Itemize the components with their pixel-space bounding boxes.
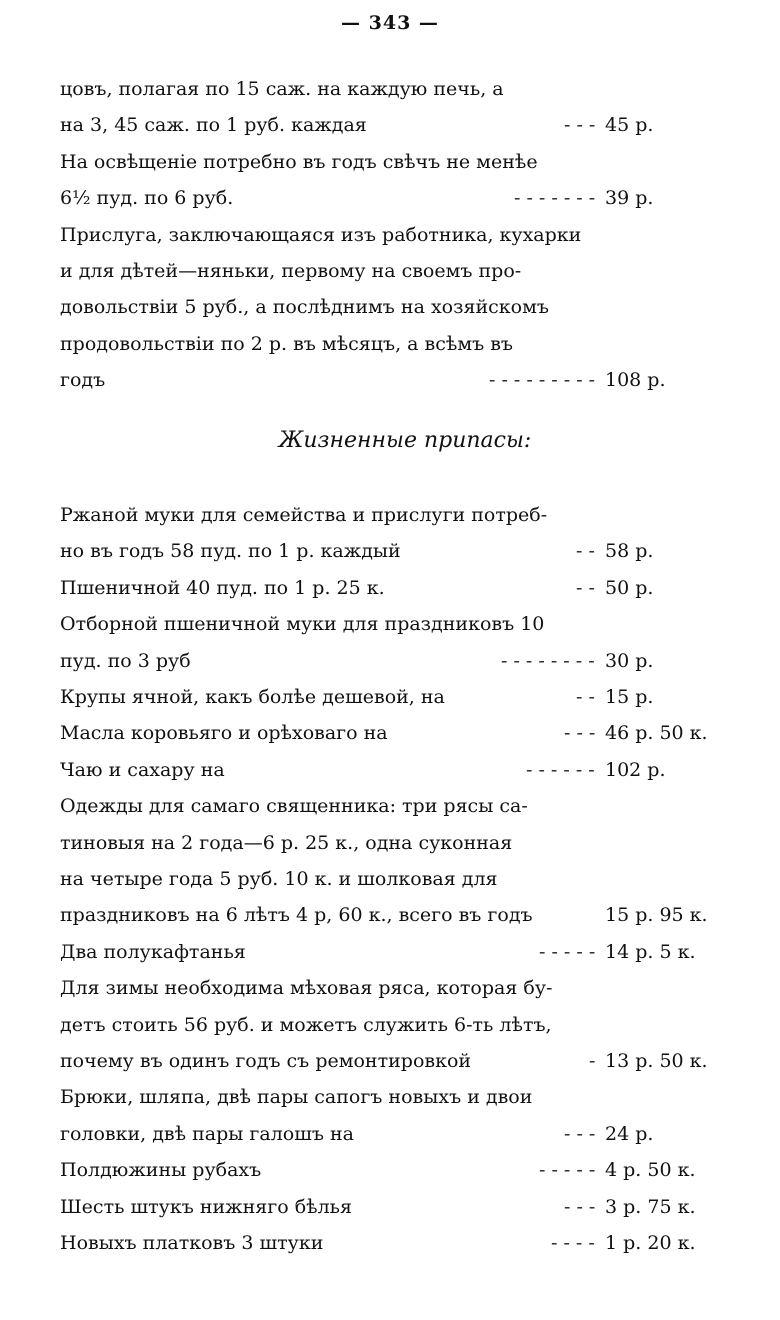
line-text: На освѣщеніе потребно въ годъ свѣчъ не менѣе — [60, 150, 538, 173]
dot-leader: - - - — [564, 114, 596, 137]
amount: 45 р. — [605, 114, 654, 137]
line-text: Брюки, шляпа, двѣ пары сапогъ новыхъ и двои — [60, 1086, 533, 1109]
section-heading: Жизненные припасы: — [278, 428, 532, 453]
line-text: Ржаной муки для семейства и прислуги потреб- — [60, 504, 548, 526]
dot-leader: - - — [576, 686, 595, 708]
line-text: почему въ одинъ годъ съ ремонтировкой — [60, 1050, 472, 1072]
line-text: головки, двѣ пары галошъ на — [60, 1122, 354, 1145]
line-text: годъ — [60, 369, 106, 392]
line-text: 6½ пуд. по 6 руб. — [60, 187, 234, 210]
line-text: праздниковъ на 6 лѣтъ 4 р, 60 к., всего въ годъ — [60, 904, 533, 927]
dot-leader: - - - - - — [539, 940, 596, 963]
line-text: Для зимы необходима мѣховая ряса, которая бу- — [60, 977, 553, 1000]
line-text: тиновыя на 2 года—6 р. 25 к., одна суконная — [60, 831, 513, 854]
dot-leader: - - - - - - - - - — [489, 369, 596, 392]
line-text: Шесть штукъ нижняго бѣлья — [60, 1195, 353, 1218]
line-text: Крупы ячной, какъ болѣе дешевой, на — [60, 686, 445, 708]
dot-leader: - - — [576, 540, 595, 563]
amount: 14 р. 5 к. — [605, 940, 696, 963]
line-text: Два полукафтанья — [60, 940, 246, 963]
dot-leader: - - — [576, 576, 595, 599]
line-text: Одежды для самаго священника: три рясы са- — [60, 795, 528, 818]
line-text: Полдюжины рубахъ — [60, 1159, 262, 1182]
dot-leader: - - - — [564, 1195, 596, 1218]
line-text: Чаю и сахару на — [60, 758, 225, 781]
line-text: на четыре года 5 руб. 10 к. и шолковая для — [60, 868, 498, 890]
line-text: Пшеничной 40 пуд. по 1 р. 25 к. — [60, 576, 385, 599]
dot-leader: - - - — [564, 1122, 596, 1145]
dot-leader: - — [589, 1050, 596, 1072]
dot-leader: - - - - - - - - — [501, 649, 595, 672]
dot-leader: - - - - - - — [526, 758, 595, 781]
line-text: цовъ, полагая по 15 саж. на каждую печь, а — [60, 78, 504, 100]
line-text: Прислуга, заключающаяся изъ работника, кухарки — [60, 223, 582, 246]
line-text: детъ стоить 56 руб. и можетъ служить 6-ть лѣтъ, — [60, 1013, 552, 1036]
amount: 108 р. — [605, 369, 666, 392]
amount: 102 р. — [605, 758, 666, 781]
amount: 15 р. 95 к. — [605, 904, 708, 927]
line-text: Масла коровьяго и орѣховаго на — [60, 722, 388, 745]
amount: 46 р. 50 к. — [605, 722, 708, 745]
dot-leader: - - - - - — [539, 1159, 596, 1182]
amount: 50 р. — [605, 576, 654, 599]
amount: 3 р. 75 к. — [605, 1195, 696, 1218]
amount: 24 р. — [605, 1122, 654, 1145]
line-text: продовольствіи по 2 р. въ мѣсяцъ, а всѣмъ въ — [60, 332, 514, 355]
amount: 30 р. — [605, 649, 654, 672]
amount: 13 р. 50 к. — [605, 1050, 708, 1072]
line-text: довольствіи 5 руб., а послѣднимъ на хозяйскомъ — [60, 296, 549, 319]
dot-leader: - - - — [564, 722, 596, 745]
line-text: но въ годъ 58 пуд. по 1 р. каждый — [60, 540, 401, 563]
page-number: — 343 — — [341, 12, 439, 34]
dot-leader: - - - - — [551, 1232, 595, 1254]
line-text: и для дѣтей—няньки, первому на своемъ про- — [60, 260, 522, 282]
line-text: Новыхъ платковъ 3 штуки — [60, 1232, 324, 1254]
dot-leader: - - - - - - - — [514, 187, 596, 210]
amount: 39 р. — [605, 187, 654, 210]
line-text: на 3, 45 саж. по 1 руб. каждая — [60, 114, 367, 137]
amount: 1 р. 20 к. — [605, 1232, 696, 1254]
amount: 4 р. 50 к. — [605, 1159, 696, 1182]
line-text: Отборной пшеничной муки для праздниковъ 10 — [60, 613, 545, 636]
amount: 58 р. — [605, 540, 654, 563]
line-text: пуд. по 3 руб — [60, 649, 191, 672]
amount: 15 р. — [605, 686, 654, 708]
